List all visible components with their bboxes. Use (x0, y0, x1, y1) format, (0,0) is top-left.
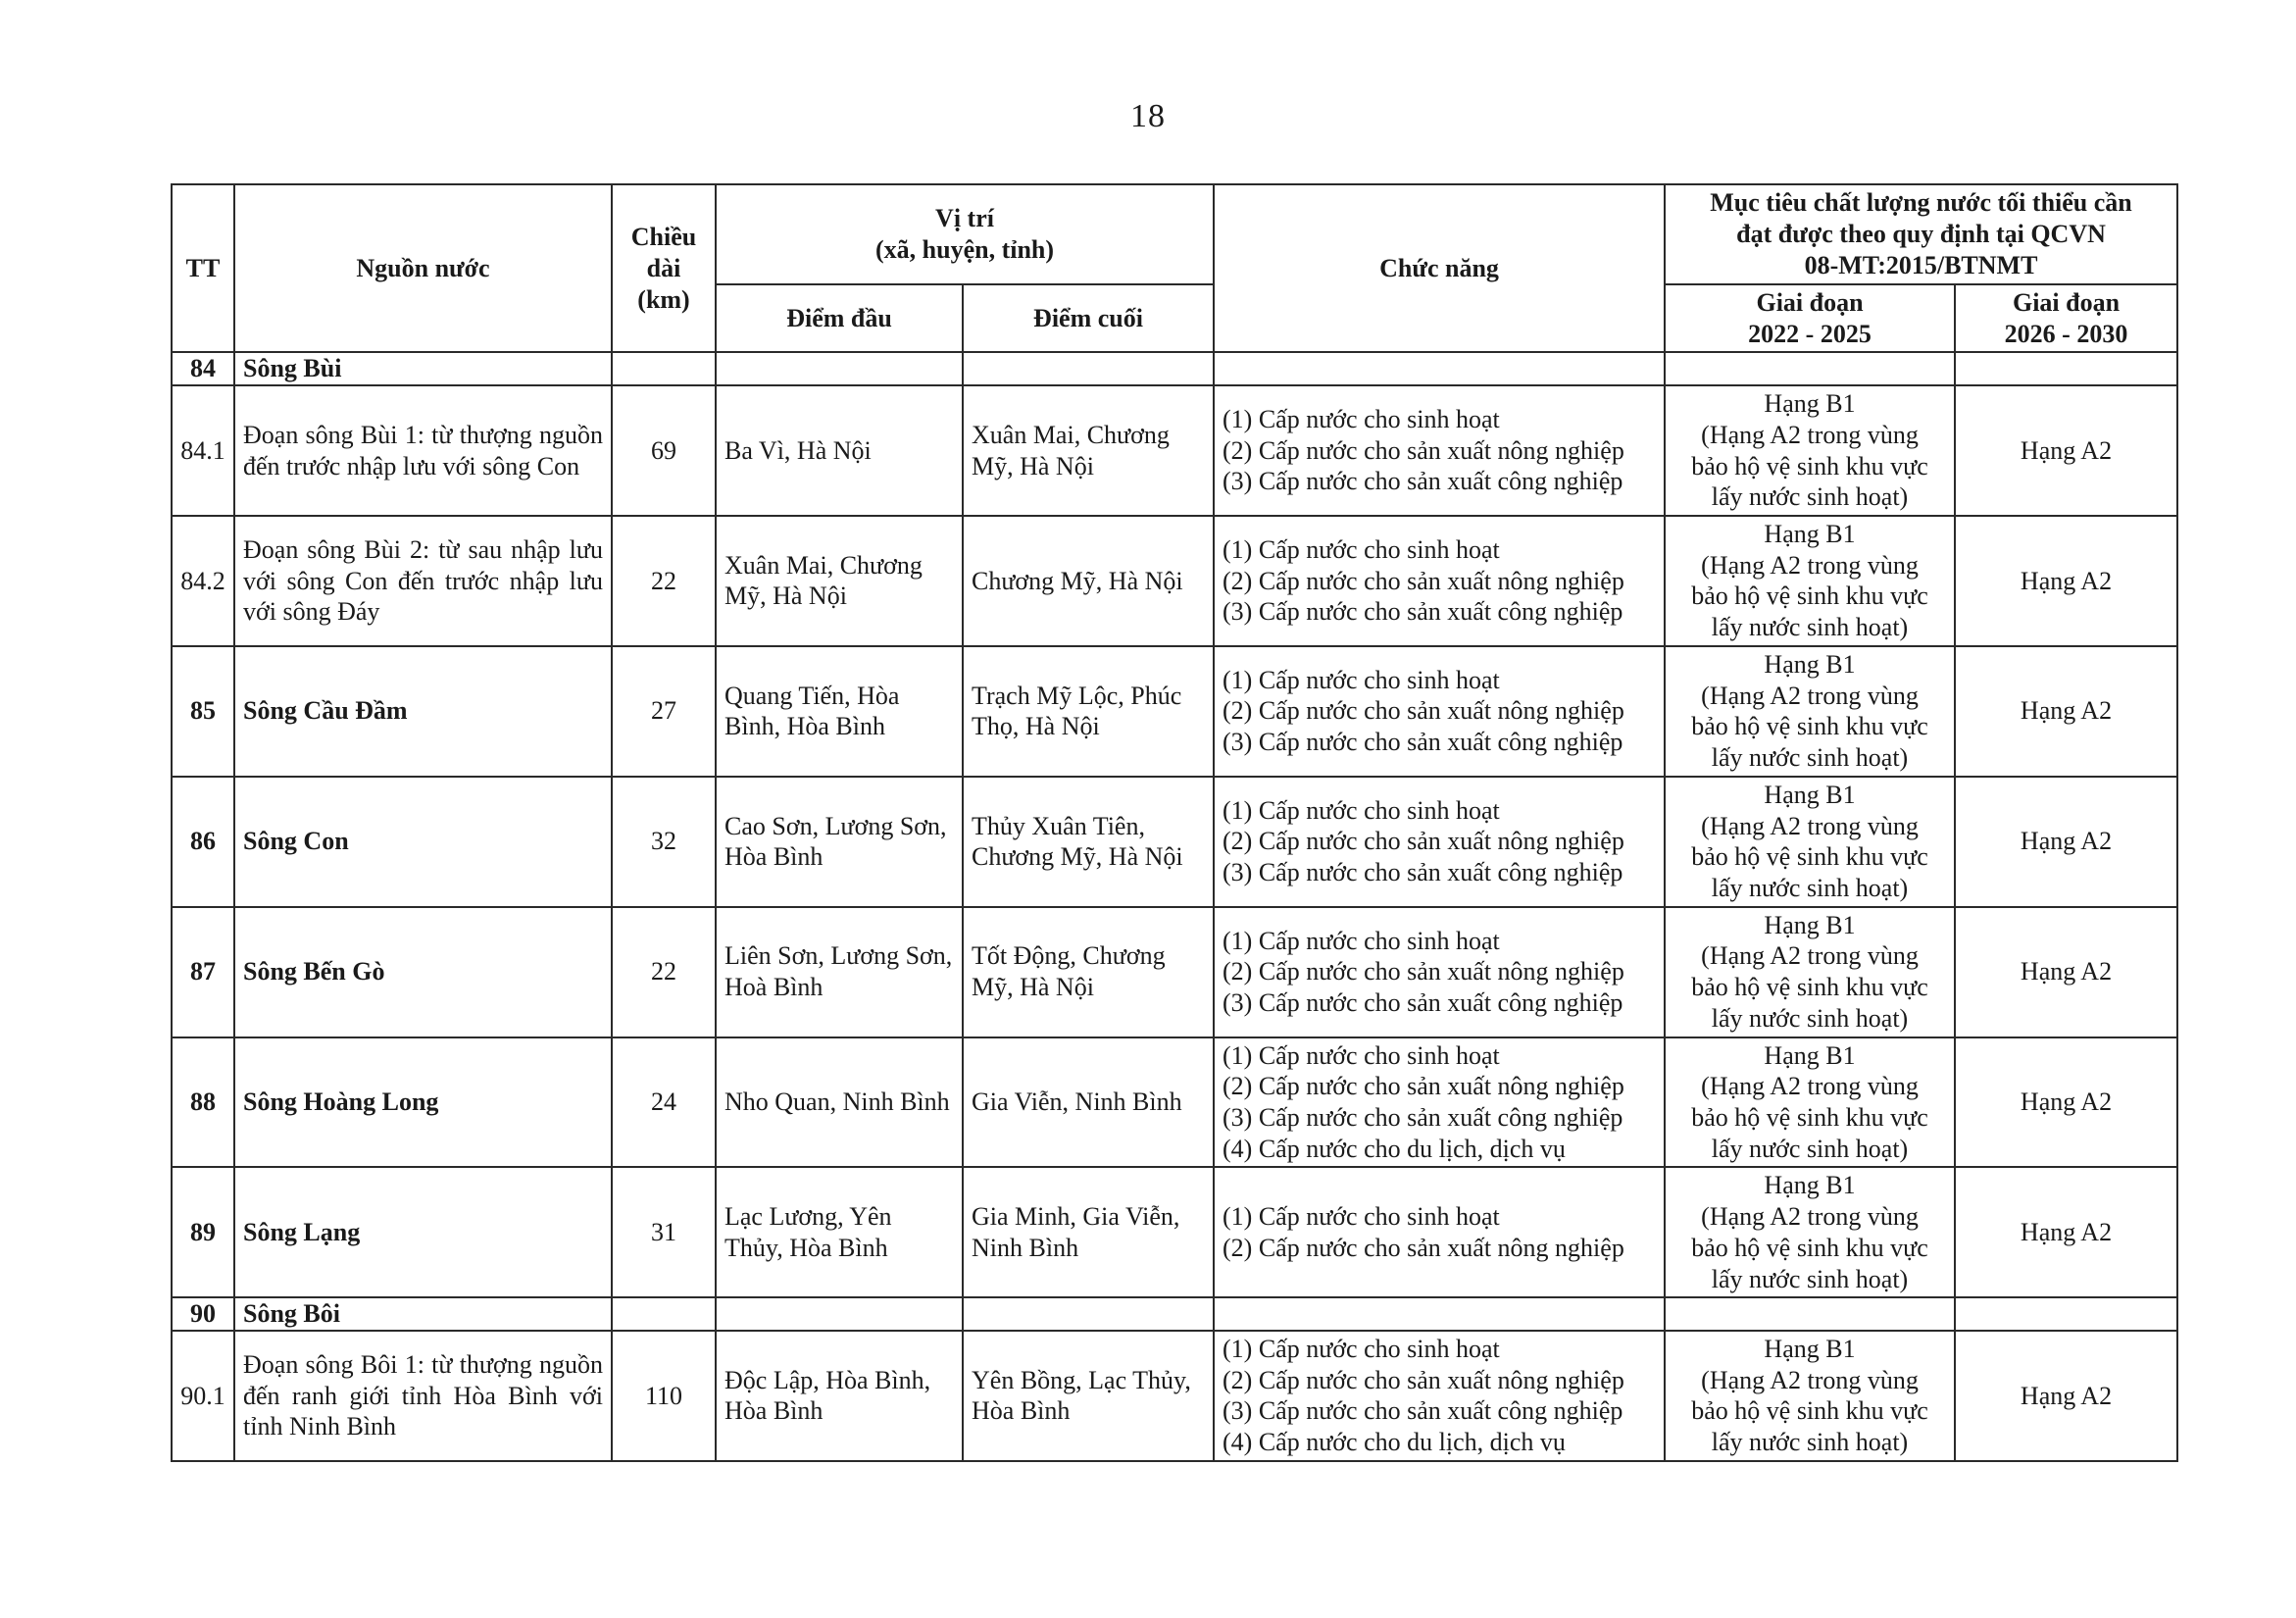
row-length: 22 (612, 516, 716, 646)
phase-1-line: (Hạng A2 trong vùng (1701, 681, 1919, 710)
table-row (172, 385, 2177, 516)
row-end-point: Gia Viễn, Ninh Bình (963, 1037, 1214, 1168)
row-functions (1214, 1331, 1665, 1461)
function-item: (1) Cấp nước cho sinh hoạt (1223, 534, 1500, 564)
header-location-line: Vị trí (935, 204, 994, 233)
function-item: (2) Cấp nước cho sản xuất nông nghiệp (1223, 827, 1624, 856)
phase-1-line: lấy nước sinh hoạt) (1711, 613, 1909, 642)
header-phase-1-line: Giai đoạn (1756, 288, 1864, 317)
function-item: (3) Cấp nước cho sản xuất công nghiệp (1223, 987, 1623, 1017)
row-tt: 85 (172, 646, 234, 777)
phase-1-line: (Hạng A2 trong vùng (1701, 420, 1919, 449)
header-phase-2-line: Giai đoạn (2012, 288, 2121, 317)
phase-1-line: lấy nước sinh hoạt) (1711, 482, 1909, 512)
row-tt: 88 (172, 1037, 234, 1168)
phase-1-line: Hạng B1 (1764, 780, 1856, 809)
phase-1-line: lấy nước sinh hoạt) (1711, 1003, 1909, 1033)
row-end-point: Yên Bồng, Lạc Thủy, Hòa Bình (963, 1331, 1214, 1461)
row-source-name: Đoạn sông Bùi 2: từ sau nhập lưu với sông Con đến trước nhập lưu với sông Đáy (234, 516, 612, 646)
phase-1-line: lấy nước sinh hoạt) (1711, 1264, 1909, 1293)
row-tt: 87 (172, 907, 234, 1037)
row-length: 31 (612, 1167, 716, 1297)
function-item: (3) Cấp nước cho sản xuất công nghiệp (1223, 467, 1623, 496)
function-item: (1) Cấp nước cho sinh hoạt (1223, 795, 1500, 825)
row-length: 32 (612, 777, 716, 907)
row-end-point: Thủy Xuân Tiên, Chương Mỹ, Hà Nội (963, 777, 1214, 907)
phase-1-line: (Hạng A2 trong vùng (1701, 811, 1919, 840)
row-end-point: Trạch Mỹ Lộc, Phúc Thọ, Hà Nội (963, 646, 1214, 777)
phase-1-line: lấy nước sinh hoạt) (1711, 873, 1909, 902)
row-start-point: Quang Tiến, Hòa Bình, Hòa Bình (716, 646, 963, 777)
phase-1-line: (Hạng A2 trong vùng (1701, 1072, 1919, 1101)
row-end-point: Tốt Động, Chương Mỹ, Hà Nội (963, 907, 1214, 1037)
row-length: 69 (612, 385, 716, 516)
row-source-name: Sông Hoàng Long (234, 1037, 612, 1168)
row-tt: 90 (172, 1297, 234, 1331)
row-phase-1-target (1665, 1167, 1955, 1297)
empty-cell (1214, 1297, 1665, 1331)
row-phase-1-target (1665, 1037, 1955, 1168)
table-row (172, 516, 2177, 646)
group-row (172, 352, 2177, 385)
water-quality-table (171, 183, 2178, 1462)
row-source-name: Đoạn sông Bùi 1: từ thượng nguồn đến trước nhập lưu với sông Con (234, 385, 612, 516)
table-row (172, 1167, 2177, 1297)
row-length: 22 (612, 907, 716, 1037)
function-item: (2) Cấp nước cho sản xuất nông nghiệp (1223, 957, 1624, 986)
empty-cell (1665, 352, 1955, 385)
function-item: (1) Cấp nước cho sinh hoạt (1223, 405, 1500, 434)
row-start-point: Xuân Mai, Chương Mỹ, Hà Nội (716, 516, 963, 646)
row-phase-1-target (1665, 777, 1955, 907)
phase-1-line: Hạng B1 (1764, 520, 1856, 549)
table-row (172, 907, 2177, 1037)
header-target (1665, 184, 2177, 284)
header-start: Điểm đầu (716, 284, 963, 352)
row-phase-1-target (1665, 516, 1955, 646)
row-phase-2-target: Hạng A2 (1955, 516, 2177, 646)
function-item: (1) Cấp nước cho sinh hoạt (1223, 665, 1500, 694)
phase-1-line: Hạng B1 (1764, 1335, 1856, 1363)
header-tt: TT (172, 184, 234, 352)
header-phase-2-line: 2026 - 2030 (2004, 319, 2128, 348)
row-tt: 84.1 (172, 385, 234, 516)
header-function: Chức năng (1214, 184, 1665, 352)
function-item: (2) Cấp nước cho sản xuất nông nghiệp (1223, 1365, 1624, 1394)
phase-1-line: Hạng B1 (1764, 1171, 1856, 1200)
header-location-line: (xã, huyện, tỉnh) (874, 235, 1055, 264)
row-functions (1214, 1167, 1665, 1297)
table-row (172, 1037, 2177, 1168)
empty-cell (612, 352, 716, 385)
function-item: (1) Cấp nước cho sinh hoạt (1223, 1335, 1500, 1363)
page-number: 18 (1130, 98, 1166, 134)
row-start-point: Nho Quan, Ninh Bình (716, 1037, 963, 1168)
phase-1-line: (Hạng A2 trong vùng (1701, 1365, 1919, 1394)
phase-1-line: lấy nước sinh hoạt) (1711, 743, 1909, 773)
row-source-name: Sông Con (234, 777, 612, 907)
row-phase-2-target: Hạng A2 (1955, 1331, 2177, 1461)
row-phase-2-target: Hạng A2 (1955, 907, 2177, 1037)
phase-1-line: bảo hộ vệ sinh khu vực (1691, 1233, 1928, 1262)
header-phase-2 (1955, 284, 2177, 352)
table-row (172, 777, 2177, 907)
row-tt: 84.2 (172, 516, 234, 646)
empty-cell (716, 1297, 963, 1331)
table-header-row (172, 184, 2177, 284)
row-end-point: Gia Minh, Gia Viễn, Ninh Bình (963, 1167, 1214, 1297)
function-item: (2) Cấp nước cho sản xuất nông nghiệp (1223, 1233, 1624, 1262)
function-item: (4) Cấp nước cho du lịch, dịch vụ (1223, 1134, 1566, 1163)
header-length (612, 184, 716, 352)
function-item: (1) Cấp nước cho sinh hoạt (1223, 1202, 1500, 1232)
phase-1-line: bảo hộ vệ sinh khu vực (1691, 581, 1928, 611)
row-source-name: Đoạn sông Bôi 1: từ thượng nguồn đến ranh giới tỉnh Hòa Bình với tỉnh Ninh Bình (234, 1331, 612, 1461)
table-body (172, 352, 2177, 1460)
header-end: Điểm cuối (963, 284, 1214, 352)
header-length-line: dài (646, 253, 681, 282)
phase-1-line: (Hạng A2 trong vùng (1701, 941, 1919, 971)
row-tt: 86 (172, 777, 234, 907)
phase-1-line: bảo hộ vệ sinh khu vực (1691, 1102, 1928, 1132)
row-phase-2-target: Hạng A2 (1955, 777, 2177, 907)
row-start-point: Độc Lập, Hòa Bình, Hòa Bình (716, 1331, 963, 1461)
function-item: (2) Cấp nước cho sản xuất nông nghiệp (1223, 566, 1624, 595)
row-start-point: Lạc Lương, Yên Thủy, Hòa Bình (716, 1167, 963, 1297)
row-phase-1-target (1665, 646, 1955, 777)
phase-1-line: bảo hộ vệ sinh khu vực (1691, 451, 1928, 480)
function-item: (1) Cấp nước cho sinh hoạt (1223, 926, 1500, 955)
row-tt: 89 (172, 1167, 234, 1297)
empty-cell (1665, 1297, 1955, 1331)
row-source-name: Sông Bùi (234, 352, 612, 385)
phase-1-line: Hạng B1 (1764, 649, 1856, 679)
header-length-line: (km) (637, 284, 690, 314)
phase-1-line: (Hạng A2 trong vùng (1701, 550, 1919, 580)
header-source: Nguồn nước (234, 184, 612, 352)
header-phase-1-line: 2022 - 2025 (1748, 319, 1872, 348)
empty-cell (963, 352, 1214, 385)
row-start-point: Liên Sơn, Lương Sơn, Hoà Bình (716, 907, 963, 1037)
empty-cell (612, 1297, 716, 1331)
row-source-name: Sông Cầu Đầm (234, 646, 612, 777)
row-source-name: Sông Bến Gò (234, 907, 612, 1037)
function-item: (3) Cấp nước cho sản xuất công nghiệp (1223, 597, 1623, 627)
function-item: (3) Cấp nước cho sản xuất công nghiệp (1223, 728, 1623, 757)
table-row (172, 1331, 2177, 1461)
row-end-point: Xuân Mai, Chương Mỹ, Hà Nội (963, 385, 1214, 516)
phase-1-line: Hạng B1 (1764, 910, 1856, 939)
phase-1-line: (Hạng A2 trong vùng (1701, 1202, 1919, 1232)
row-tt: 84 (172, 352, 234, 385)
empty-cell (1214, 352, 1665, 385)
row-functions (1214, 646, 1665, 777)
header-target-line: 08-MT:2015/BTNMT (1804, 250, 2038, 279)
row-start-point: Ba Vì, Hà Nội (716, 385, 963, 516)
row-phase-1-target (1665, 1331, 1955, 1461)
group-row (172, 1297, 2177, 1331)
row-length: 27 (612, 646, 716, 777)
table-row (172, 646, 2177, 777)
function-item: (2) Cấp nước cho sản xuất nông nghiệp (1223, 435, 1624, 465)
phase-1-line: lấy nước sinh hoạt) (1711, 1428, 1909, 1457)
row-source-name: Sông Lạng (234, 1167, 612, 1297)
row-functions (1214, 1037, 1665, 1168)
row-phase-1-target (1665, 385, 1955, 516)
empty-cell (1955, 352, 2177, 385)
function-item: (2) Cấp nước cho sản xuất nông nghiệp (1223, 1072, 1624, 1101)
empty-cell (716, 352, 963, 385)
row-phase-1-target (1665, 907, 1955, 1037)
empty-cell (1955, 1297, 2177, 1331)
empty-cell (963, 1297, 1214, 1331)
header-target-line: đạt được theo quy định tại QCVN (1736, 220, 2106, 249)
function-item: (3) Cấp nước cho sản xuất công nghiệp (1223, 1396, 1623, 1426)
header-target-line: Mục tiêu chất lượng nước tối thiểu cần (1710, 188, 2132, 218)
header-location (716, 184, 1214, 284)
phase-1-line: bảo hộ vệ sinh khu vực (1691, 842, 1928, 872)
phase-1-line: bảo hộ vệ sinh khu vực (1691, 712, 1928, 741)
phase-1-line: bảo hộ vệ sinh khu vực (1691, 1396, 1928, 1426)
function-item: (4) Cấp nước cho du lịch, dịch vụ (1223, 1428, 1566, 1457)
phase-1-line: bảo hộ vệ sinh khu vực (1691, 973, 1928, 1002)
function-item: (3) Cấp nước cho sản xuất công nghiệp (1223, 858, 1623, 887)
row-end-point: Chương Mỹ, Hà Nội (963, 516, 1214, 646)
phase-1-line: Hạng B1 (1764, 1040, 1856, 1070)
header-length-line: Chiều (630, 223, 697, 252)
row-phase-2-target: Hạng A2 (1955, 1167, 2177, 1297)
phase-1-line: Hạng B1 (1764, 389, 1856, 419)
function-item: (2) Cấp nước cho sản xuất nông nghiệp (1223, 696, 1624, 726)
header-phase-1 (1665, 284, 1955, 352)
row-length: 24 (612, 1037, 716, 1168)
row-phase-2-target: Hạng A2 (1955, 1037, 2177, 1168)
row-source-name: Sông Bôi (234, 1297, 612, 1331)
row-tt: 90.1 (172, 1331, 234, 1461)
row-start-point: Cao Sơn, Lương Sơn, Hòa Bình (716, 777, 963, 907)
row-phase-2-target: Hạng A2 (1955, 385, 2177, 516)
row-phase-2-target: Hạng A2 (1955, 646, 2177, 777)
function-item: (3) Cấp nước cho sản xuất công nghiệp (1223, 1102, 1623, 1132)
row-functions (1214, 385, 1665, 516)
row-functions (1214, 907, 1665, 1037)
row-length: 110 (612, 1331, 716, 1461)
row-functions (1214, 777, 1665, 907)
function-item: (1) Cấp nước cho sinh hoạt (1223, 1040, 1500, 1070)
row-functions (1214, 516, 1665, 646)
phase-1-line: lấy nước sinh hoạt) (1711, 1134, 1909, 1163)
